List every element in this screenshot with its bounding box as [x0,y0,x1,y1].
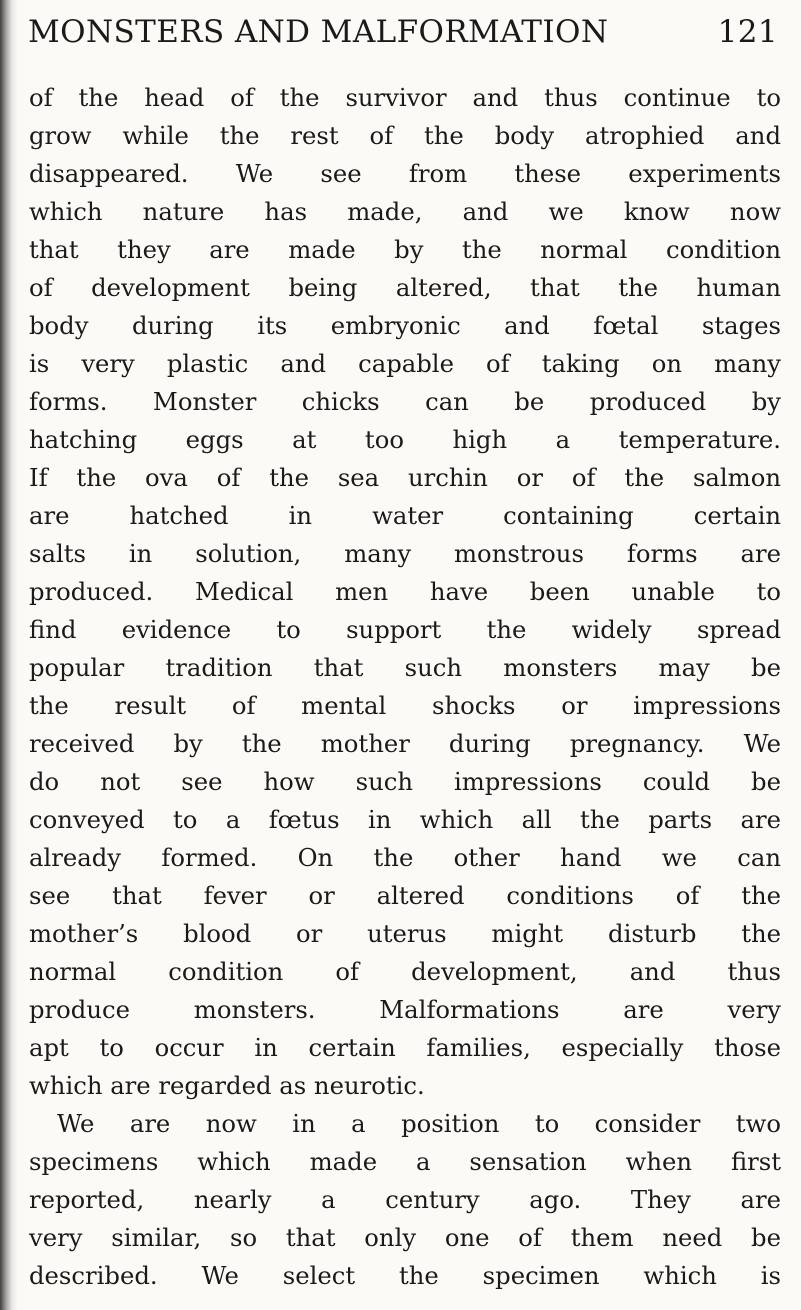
text-line: received by the mother during pregnancy. We [29,729,781,758]
text-line: is very plastic and capable of taking on many [29,349,781,378]
text-line: apt to occur in certain families, especially those [29,1033,781,1062]
text-line: already formed. On the other hand we can [29,843,781,872]
paragraph-first-line: We are now in a position to consider two [57,1109,781,1138]
text-line: disappeared. We see from these experiments [29,159,781,188]
text-line: produced. Medical men have been unable to [29,577,781,606]
text-line: produce monsters. Malformations are very [29,995,781,1024]
text-line: reported, nearly a century ago. They are [29,1185,781,1214]
text-line: see that fever or altered conditions of the [29,881,781,910]
body-text [29,79,781,1295]
running-header [28,14,778,62]
text-line: the result of mental shocks or impressions [29,691,781,720]
text-line: of the head of the survivor and thus continue to [29,83,781,112]
text-line: conveyed to a fœtus in which all the parts are [29,805,781,834]
text-line: find evidence to support the widely spread [29,615,781,644]
text-line: normal condition of development, and thus [29,957,781,986]
text-line: of development being altered, that the human [29,273,781,302]
page-number: 121 [717,14,778,50]
text-line: body during its embryonic and fœtal stages [29,311,781,340]
text-line: very similar, so that only one of them need be [29,1223,781,1252]
running-title: MONSTERS AND MALFORMATION [28,14,609,50]
text-line: do not see how such impressions could be [29,767,781,796]
text-line: If the ova of the sea urchin or of the salmon [29,463,781,492]
text-line: grow while the rest of the body atrophied and [29,121,781,150]
text-line: salts in solution, many monstrous forms are [29,539,781,568]
paragraph-last-line: which are regarded as neurotic. [29,1071,425,1100]
text-line: mother’s blood or uterus might disturb the [29,919,781,948]
page-binding-edge [0,0,18,1310]
text-line: are hatched in water containing certain [29,501,781,530]
text-line: described. We select the specimen which is [29,1261,781,1290]
text-line: that they are made by the normal condition [29,235,781,264]
text-line: hatching eggs at too high a temperature. [29,425,781,454]
text-line: specimens which made a sensation when first [29,1147,781,1176]
text-line: forms. Monster chicks can be produced by [29,387,781,416]
text-line: which nature has made, and we know now [29,197,781,226]
text-line: popular tradition that such monsters may be [29,653,781,682]
